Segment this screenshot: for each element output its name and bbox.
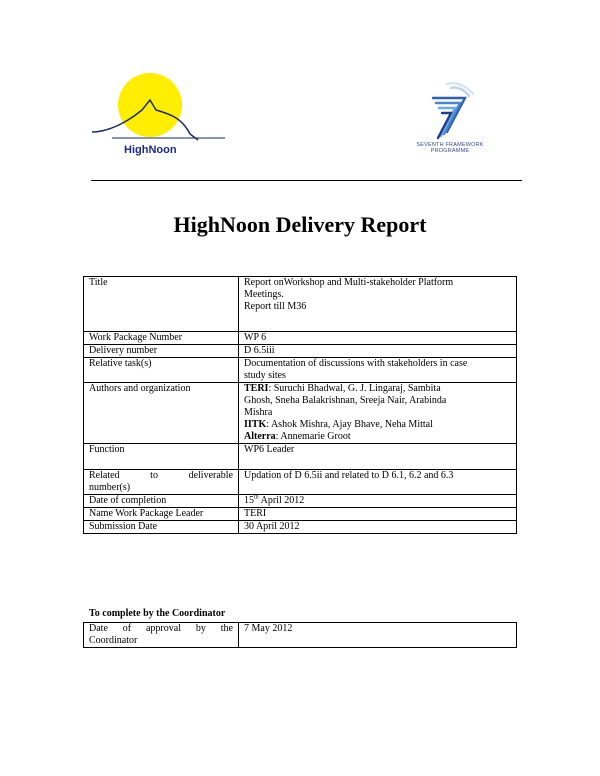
approval-word3: approval xyxy=(145,623,181,634)
related-label-line2: number(s) xyxy=(89,482,131,493)
table-cell-label: Function xyxy=(84,444,239,470)
author-names-alterra: : Annemarie Groot xyxy=(275,431,351,442)
table-cell-label: Submission Date xyxy=(84,521,239,534)
table-row xyxy=(84,383,517,444)
tasks-value-line2: study sites xyxy=(244,370,286,381)
coordinator-table xyxy=(83,622,517,648)
table-cell-value: WP6 Leader xyxy=(239,444,517,470)
table-row xyxy=(84,623,517,648)
completion-suffix: th xyxy=(254,494,259,501)
author-org-iitk: IITK xyxy=(244,419,267,430)
title-value-line3: Report till M36 xyxy=(244,301,307,312)
table-row xyxy=(84,358,517,383)
table-cell-label: Authors and organization xyxy=(84,383,239,444)
fp7-text-line1: SEVENTH FRAMEWORK xyxy=(416,142,484,148)
author-names-teri-1: : Suruchi Bhadwal, G. J. Lingaraj, Sambita xyxy=(268,383,441,394)
completion-day: 15 xyxy=(244,495,254,506)
table-cell-value: 7 May 2012 xyxy=(239,623,517,648)
related-label-word2: to xyxy=(150,470,158,481)
approval-word5: the xyxy=(220,623,233,634)
fp7-logo-text xyxy=(395,142,505,154)
table-row xyxy=(84,332,517,345)
table-cell-value: Updation of D 6.5ii and related to D 6.1, 6.2 and 6.3 xyxy=(239,470,517,495)
header-divider xyxy=(91,180,522,181)
table-cell-label xyxy=(84,470,239,495)
author-names-teri-3: Mishra xyxy=(244,407,273,418)
table-cell-label: Title xyxy=(84,277,239,332)
approval-line2: Coordinator xyxy=(89,635,138,646)
table-cell-value: D 6.5iii xyxy=(239,345,517,358)
table-cell-label: Delivery number xyxy=(84,345,239,358)
author-org-alterra: Alterra xyxy=(244,431,276,442)
table-row xyxy=(84,495,517,508)
table-cell-label: Name Work Package Leader xyxy=(84,508,239,521)
highnoon-logo-text: HighNoon xyxy=(124,144,177,156)
report-info-table xyxy=(83,276,517,534)
table-row xyxy=(84,444,517,470)
table-row xyxy=(84,277,517,332)
author-names-teri-2: Ghosh, Sneha Balakrishnan, Sreeja Nair, Arabinda xyxy=(244,395,447,406)
table-cell-value: TERI xyxy=(239,508,517,521)
table-row xyxy=(84,521,517,534)
table-cell-value xyxy=(239,495,517,508)
approval-word4: by xyxy=(195,623,206,634)
table-row xyxy=(84,470,517,495)
completion-rest: April 2012 xyxy=(258,495,305,506)
sun-shape xyxy=(118,73,182,137)
table-cell-value: 30 April 2012 xyxy=(239,521,517,534)
title-value-line2: Meetings. xyxy=(244,289,284,300)
table-cell-value xyxy=(239,277,517,332)
title-value-line1: Report onWorkshop and Multi-stakeholder Platform xyxy=(244,277,454,288)
fp7-text-line2: PROGRAMME xyxy=(430,148,470,154)
table-cell-value xyxy=(239,358,517,383)
page-title: HighNoon Delivery Report xyxy=(173,212,427,237)
related-label-word1: Related xyxy=(89,470,120,481)
table-cell-label: Work Package Number xyxy=(84,332,239,345)
table-cell-label xyxy=(84,623,239,648)
approval-word1: Date xyxy=(89,623,108,634)
table-cell-label: Relative task(s) xyxy=(84,358,239,383)
author-names-iitk: : Ashok Mishra, Ajay Bhave, Neha Mittal xyxy=(266,419,433,430)
table-row xyxy=(84,508,517,521)
table-row xyxy=(84,345,517,358)
coordinator-heading: To complete by the Coordinator xyxy=(89,608,226,619)
tasks-value-line1: Documentation of discussions with stakeholders in case xyxy=(244,358,468,369)
table-cell-value: WP 6 xyxy=(239,332,517,345)
related-label-word3: deliverable xyxy=(188,470,233,481)
table-cell-label: Date of completion xyxy=(84,495,239,508)
approval-word2: of xyxy=(122,623,132,634)
author-org-teri: TERI xyxy=(244,383,269,394)
table-cell-value xyxy=(239,383,517,444)
fp7-seven-mark xyxy=(433,83,473,138)
